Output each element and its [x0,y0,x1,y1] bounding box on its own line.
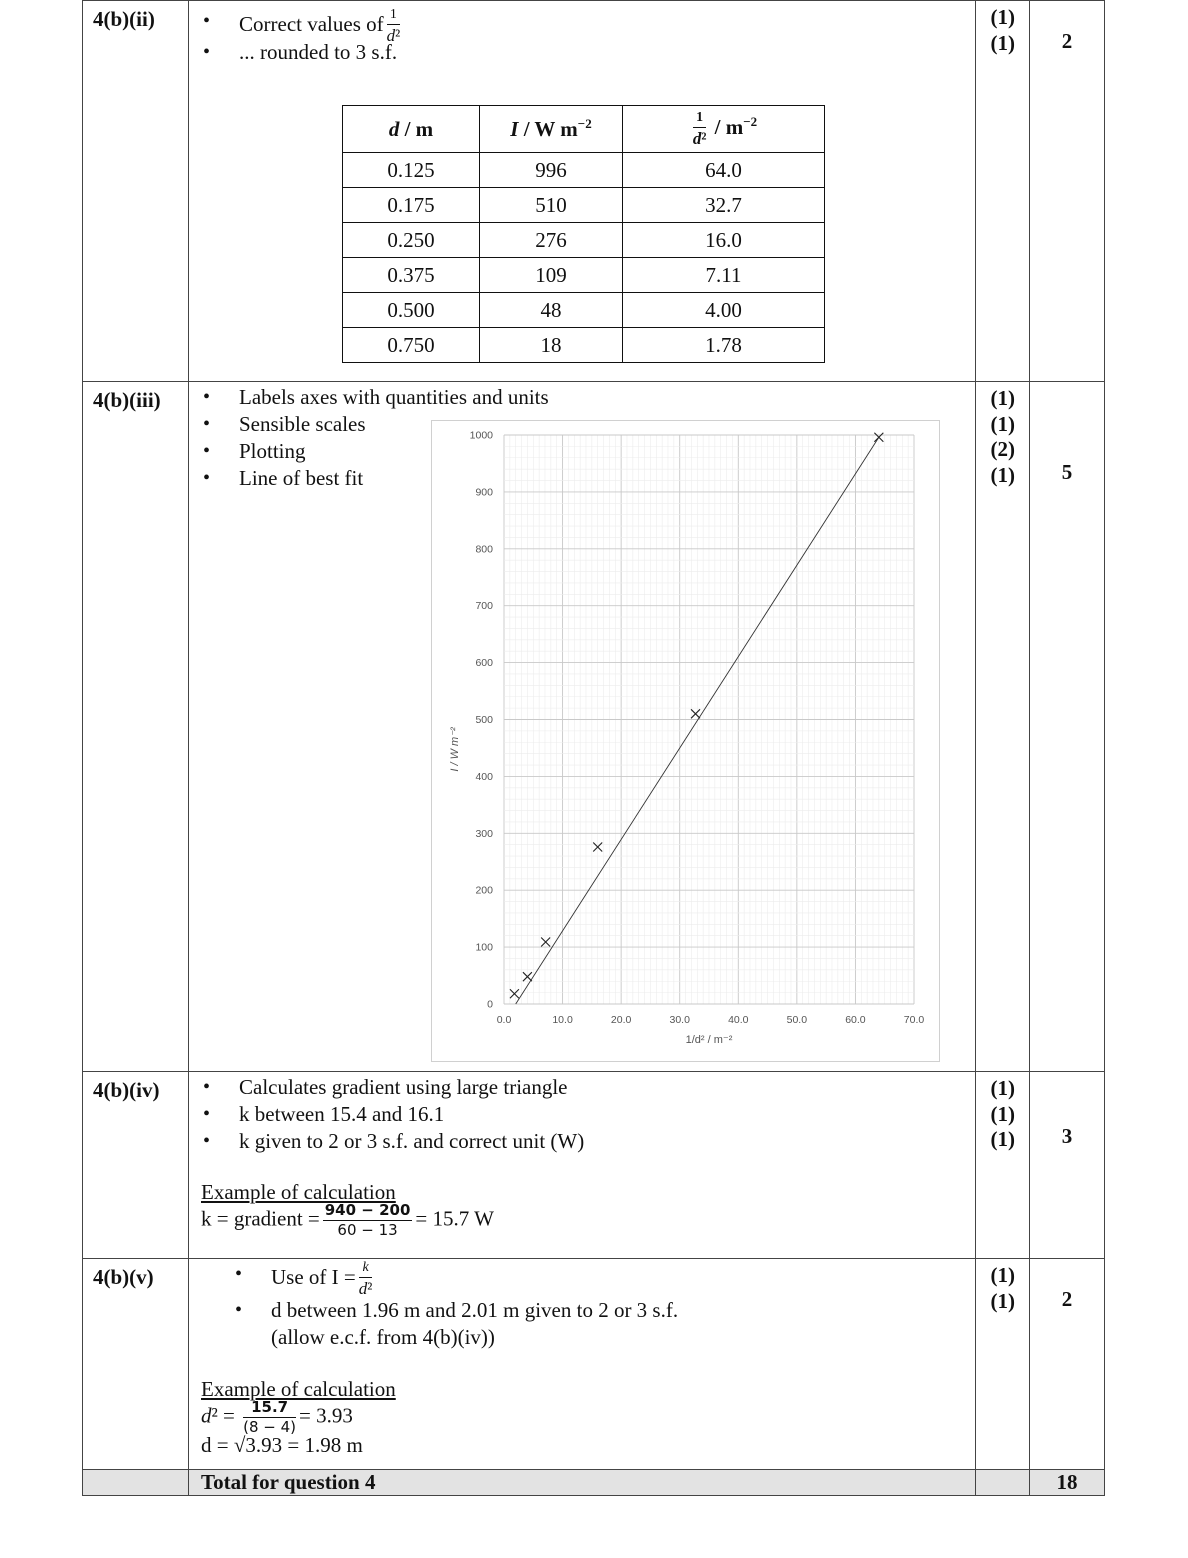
y-tick-label: 300 [475,827,493,840]
marking-points [189,1259,976,1470]
y-tick-label: 800 [475,543,493,556]
table-row: 0.500 48 4.00 [343,293,825,328]
marking-point: • Use of I = $\frac{k}{\text{d²}}$ [221,1261,975,1297]
marking-point: • Labels axes with quantities and units [189,384,975,411]
y-tick-label: 0 [487,998,493,1011]
row-4biv [83,1072,1105,1259]
x-tick-label: 30.0 [669,1014,690,1026]
x-tick-label: 10.0 [552,1014,573,1026]
question-number: 4(b)(iv) [83,1072,189,1259]
one-over-d-squared: $\frac{1}{\text{d²}}$ [386,7,401,45]
table-row: 0.250 276 16.0 [343,223,825,258]
marking-point: • Plotting [189,438,975,465]
example-calculation: Example of calculation d² = $\frac{15.7}{(8 - 4)}$ = 3.93 d = √3.93 = 1.98 m [201,1377,396,1457]
marking-point: • d between 1.96 m and 2.01 m given to 2 or 3 s.f. (allow e.c.f. from 4(b)(iv)) [221,1297,975,1351]
marks-column: (1) (1) [976,1,1030,382]
marking-point: • Line of best fit [189,465,975,492]
marks-column: (1) (1) (1) [976,1072,1030,1259]
example-calculation [201,1180,494,1238]
example-heading: Example of calculation [201,1377,396,1401]
mark-scheme-table [82,0,1105,1496]
y-tick-label: 700 [475,600,493,613]
marking-point: • Correct values of $\frac{1}{\text{d²}}$ [189,8,975,44]
y-tick-label: 400 [475,770,493,783]
question-number: 4(b)(iii) [83,382,189,1072]
x-tick-label: 50.0 [786,1014,808,1026]
x-tick-label: 20.0 [610,1014,632,1026]
k-over-d-squared: $\frac{k}{\text{d²}}$ [358,1260,373,1298]
y-tick-label: 200 [475,884,493,897]
marks-column: (1) (1) [976,1259,1030,1470]
header-inverse-d-squared: $\frac{1}{\text{d²}}$ / $m^{-2}$ [623,106,825,153]
y-tick-label: 100 [475,941,493,954]
intensity-graph [431,420,940,1062]
gradient-fraction: $\frac{940 - 200}{60 - 13}$ [324,1201,411,1239]
row-4bii [83,1,1105,382]
row-total: 5 [1030,382,1105,1072]
y-axis-label: I / W m⁻² [449,727,461,772]
x-tick-label: 70.0 [903,1014,925,1026]
table-row: 0.125 996 64.0 [343,153,825,188]
marking-points [189,382,976,1072]
d-squared-fraction: $\frac{15.7}{(8 - 4)}$ [243,1398,297,1436]
row-4bv [83,1259,1105,1470]
table-row: 0.375 109 7.11 [343,258,825,293]
table-row: 0.750 18 1.78 [343,328,825,363]
calc-lhs: k = gradient = [201,1206,320,1231]
x-tick-label: 60.0 [845,1014,866,1026]
marking-point: • k given to 2 or 3 s.f. and correct unit (W) [189,1128,975,1155]
header-intensity: I / W $m^{-2}$ [480,106,623,153]
d-result: d = √3.93 = 1.98 m [201,1433,363,1457]
marking-point: • Calculates gradient using large triangle [189,1074,975,1101]
row-total: 3 [1030,1072,1105,1259]
marking-point: • ... rounded to 3 s.f. [189,39,975,66]
x-axis-label: 1/d² / m⁻² [685,1034,733,1046]
row-total: 2 [1030,1,1105,382]
question-number: 4(b)(v) [83,1259,189,1470]
example-heading: Example of calculation [201,1180,396,1204]
y-tick-label: 1000 [469,429,493,442]
marking-point: • Sensible scales [189,411,975,438]
calc-rhs: = 15.7 W [415,1206,494,1231]
row-total: 2 [1030,1259,1105,1470]
y-tick-label: 900 [475,486,493,499]
marking-points [189,1,976,382]
results-table [342,105,825,363]
marks-column: (1) (1) (2) (1) [976,382,1030,1072]
question-number: 4(b)(ii) [83,1,189,382]
total-row [83,1470,1105,1496]
x-tick-label: 40.0 [728,1014,749,1026]
marking-points [189,1072,976,1259]
total-label: Total for question 4 [189,1470,976,1496]
y-tick-label: 600 [475,657,493,670]
row-4biii [83,382,1105,1072]
marking-point: • k between 15.4 and 16.1 [189,1101,975,1128]
x-tick-label: 0.0 [496,1014,512,1026]
table-row: 0.175 510 32.7 [343,188,825,223]
y-tick-label: 500 [475,714,493,726]
header-d: d / m [343,106,480,153]
total-value: 18 [1030,1470,1105,1496]
